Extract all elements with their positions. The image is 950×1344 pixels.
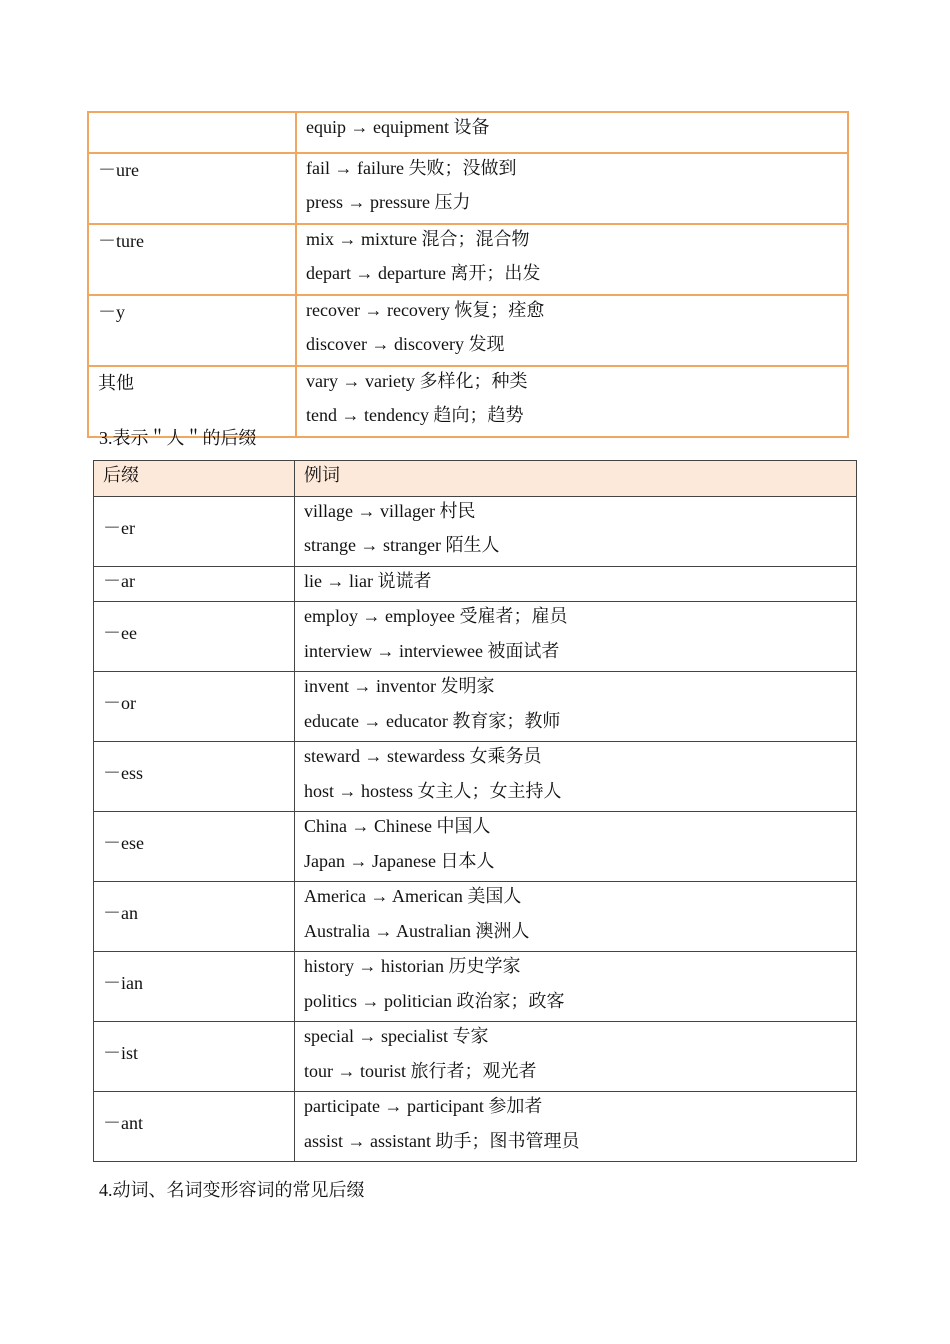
header-suffix: 后缀 bbox=[94, 461, 295, 497]
example-word: lie → liar 说谎者 bbox=[304, 570, 432, 591]
example-word: press → pressure 压力 bbox=[306, 192, 471, 212]
suffix-cell: －ee bbox=[94, 602, 295, 672]
table-row bbox=[94, 672, 857, 742]
example-word: employ → employee 受雇者；雇员 bbox=[304, 606, 568, 626]
example-word: invent → inventor 发明家 bbox=[304, 676, 495, 696]
example-word: educate → educator 教育家；教师 bbox=[304, 710, 561, 731]
example-word: village → villager 村民 bbox=[304, 500, 476, 521]
example-word: participate → participant 参加者 bbox=[304, 1096, 543, 1116]
examples-cell bbox=[295, 742, 857, 812]
table-row bbox=[94, 602, 857, 672]
examples-cell bbox=[295, 496, 857, 566]
suffix-cell: －ess bbox=[94, 742, 295, 812]
example-word: China → Chinese 中国人 bbox=[304, 816, 491, 836]
section-4-title: 4.动词、名词变形容词的常见后缀 bbox=[99, 1180, 365, 1200]
suffix-cell: 其他 bbox=[88, 366, 296, 437]
suffix-cell: －ant bbox=[94, 1092, 295, 1162]
example-word: depart → departure 离开；出发 bbox=[306, 263, 541, 283]
example-word: special → specialist 专家 bbox=[304, 1026, 489, 1046]
suffix-cell: －ese bbox=[94, 812, 295, 882]
section-3-title: 3.表示＂人＂的后缀 bbox=[99, 428, 257, 448]
examples-cell bbox=[295, 882, 857, 952]
examples-cell bbox=[295, 672, 857, 742]
table-row bbox=[94, 566, 857, 602]
example-word: assist → assistant 助手；图书管理员 bbox=[304, 1130, 580, 1151]
noun-suffix-table-continued bbox=[87, 111, 849, 438]
example-word: tend → tendency 趋向；趋势 bbox=[306, 405, 524, 425]
suffix-cell: －ian bbox=[94, 952, 295, 1022]
table-row bbox=[94, 952, 857, 1022]
table-row bbox=[94, 812, 857, 882]
example-word: fail → failure 失败；没做到 bbox=[306, 157, 517, 178]
suffix-cell: －or bbox=[94, 672, 295, 742]
examples-cell bbox=[296, 153, 848, 224]
example-word: interview → interviewee 被面试者 bbox=[304, 640, 560, 661]
examples-cell bbox=[295, 952, 857, 1022]
suffix-cell: －an bbox=[94, 882, 295, 952]
header-examples: 例词 bbox=[295, 461, 857, 497]
suffix-cell bbox=[88, 112, 296, 153]
example-word: discover → discovery 发现 bbox=[306, 334, 505, 354]
example-word: mix → mixture 混合；混合物 bbox=[306, 228, 530, 249]
suffix-cell: －er bbox=[94, 496, 295, 566]
example-word: politics → politician 政治家；政客 bbox=[304, 990, 565, 1011]
examples-cell bbox=[295, 812, 857, 882]
example-word: recover → recovery 恢复；痊愈 bbox=[306, 299, 545, 320]
examples-cell bbox=[296, 224, 848, 295]
example-word: America → American 美国人 bbox=[304, 886, 522, 906]
example-word: tour → tourist 旅行者；观光者 bbox=[304, 1060, 537, 1081]
example-word: strange → stranger 陌生人 bbox=[304, 535, 500, 555]
table-row bbox=[88, 153, 848, 224]
table-row bbox=[94, 496, 857, 566]
table-header-row bbox=[94, 461, 857, 497]
table-row bbox=[88, 224, 848, 295]
suffix-cell: －ture bbox=[88, 224, 296, 295]
examples-cell bbox=[295, 566, 857, 602]
example-word: steward → stewardess 女乘务员 bbox=[304, 746, 542, 766]
table-row bbox=[94, 882, 857, 952]
example-word: equip → equipment 设备 bbox=[306, 117, 490, 137]
examples-cell bbox=[296, 366, 848, 437]
examples-cell bbox=[295, 1092, 857, 1162]
suffix-cell: －ar bbox=[94, 566, 295, 602]
examples-cell bbox=[296, 112, 848, 153]
examples-cell bbox=[296, 295, 848, 366]
examples-cell bbox=[295, 1022, 857, 1092]
table-row bbox=[88, 112, 848, 153]
table-row bbox=[94, 742, 857, 812]
table-row bbox=[94, 1022, 857, 1092]
example-word: Japan → Japanese 日本人 bbox=[304, 850, 495, 871]
example-word: host → hostess 女主人；女主持人 bbox=[304, 780, 562, 801]
example-word: Australia → Australian 澳洲人 bbox=[304, 920, 530, 941]
examples-cell bbox=[295, 602, 857, 672]
table-row bbox=[94, 1092, 857, 1162]
suffix-cell: －ure bbox=[88, 153, 296, 224]
example-word: history → historian 历史学家 bbox=[304, 956, 521, 976]
example-word: vary → variety 多样化；种类 bbox=[306, 370, 528, 391]
table-row bbox=[88, 295, 848, 366]
suffix-cell: －ist bbox=[94, 1022, 295, 1092]
person-suffix-table bbox=[93, 460, 857, 1162]
suffix-cell: －y bbox=[88, 295, 296, 366]
